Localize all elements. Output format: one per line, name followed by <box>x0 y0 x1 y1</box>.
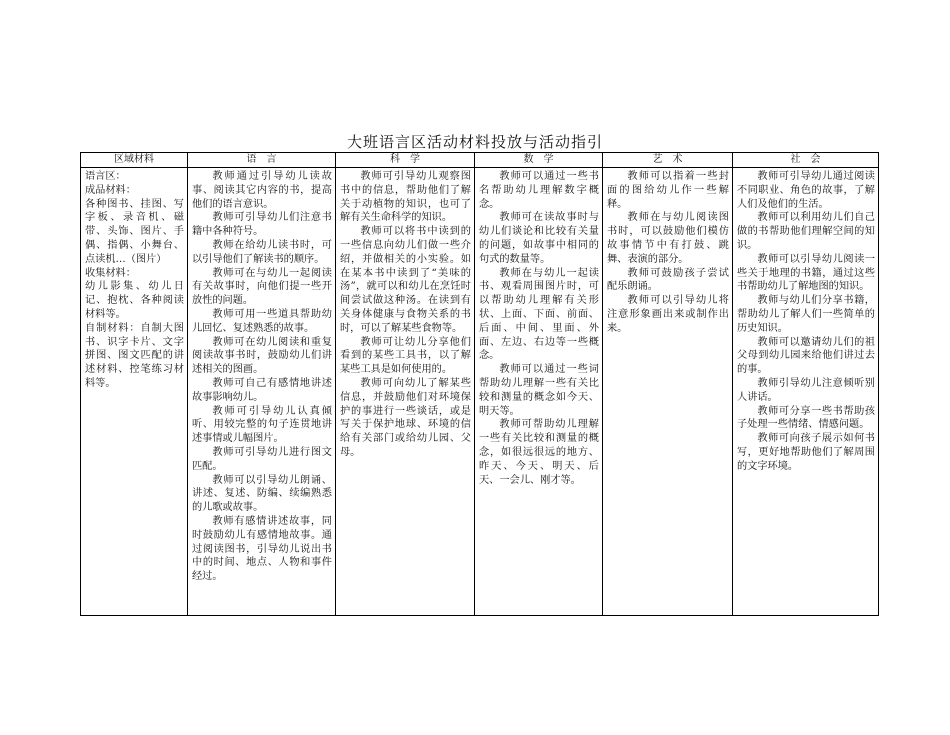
math-paragraph: 教师可以通过一些书名帮助幼儿理解数字概念。 <box>479 171 599 210</box>
art-paragraph: 教师可以引导幼儿将注意形象画出来或制作出来。 <box>607 295 729 334</box>
social-paragraph: 教师与幼儿们分享书籍，帮助幼儿了解人们一些简单的历史知识。 <box>737 295 875 334</box>
math-cell <box>475 168 603 616</box>
science-paragraph: 教师可以将书中读到的一些信息向幼儿们做一些介绍，并做相关的小实验。如在某本书中读到了“美味的汤”，就可以和幼儿在烹饪时间尝试做这种汤。在读到有关身体健康与食物关系的书时，可以了解某些食物等。 <box>340 226 471 334</box>
header-social: 社 会 <box>733 153 879 168</box>
art-paragraph: 教师可鼓励孩子尝试配乐朗诵。 <box>607 267 729 293</box>
social-paragraph: 教师可以引导幼儿阅读一些关于地理的书籍，通过这些书帮助幼儿了解地图的知识。 <box>737 253 875 293</box>
science-paragraph: 教师可向幼儿了解某些信息，并鼓励他们对环境保护的事进行一些谈话，或是写关于保护地球、环境的信给有关部门或给幼儿园、父母。 <box>340 377 471 458</box>
header-science: 科 学 <box>336 153 475 168</box>
language-paragraph: 教师可在与幼儿一起阅读有关故事时，向他们提一些开放性的问题。 <box>192 267 332 307</box>
social-cell <box>733 168 879 616</box>
social-paragraph: 教师可分享一些书帮助孩子处理一些情绪、情感问题。 <box>737 405 875 431</box>
math-paragraph: 教师可在读故事时与幼儿们谈论和比较有关量的问题，如故事中相同的句式的数量等。 <box>479 212 599 265</box>
language-paragraph: 教师可引导幼儿进行图文匹配。 <box>192 446 332 472</box>
materials-cell <box>81 168 188 616</box>
activity-table <box>80 152 879 616</box>
language-paragraph: 教师可自己有感情地讲述故事影响幼儿。 <box>192 377 332 403</box>
materials-paragraph: 语言区： <box>85 171 126 182</box>
language-paragraph: 教师可用一些道具帮助幼儿回忆、复述熟悉的故事。 <box>192 308 332 334</box>
header-math: 数 学 <box>475 153 603 168</box>
materials-paragraph: 各种图书、挂图、写字板、录音机、磁带、头饰、图片、手偶、指偶、小舞台、点读机…（图片） <box>85 198 184 265</box>
language-paragraph: 教师有感情讲述故事，同时鼓励幼儿有感情地故事。通过阅读图书，引导幼儿说出书中的时间、地点、人物和事件经过。 <box>192 515 332 583</box>
art-cell <box>603 168 733 616</box>
materials-paragraph: 自制材料：自制大图书、识字卡片、文字拼图、图文匹配的讲述材料、控笔练习材料等。 <box>85 322 184 389</box>
social-paragraph: 教师可向孩子展示如何书写，更好地帮助他们了解周围的文字环境。 <box>737 433 875 472</box>
social-paragraph: 教师引导幼儿注意倾听别人讲话。 <box>737 377 875 403</box>
math-paragraph: 教师在与幼儿一起读书、观看周围图片时，可以帮助幼儿理解有关形状、上面、下面、前面、后面、中间、里面、外面、左边、右边等一些概念。 <box>479 267 599 362</box>
language-cell <box>188 168 336 616</box>
materials-paragraph: 成品材料： <box>85 184 136 196</box>
materials-paragraph: 幼儿影集、幼儿日记、抱枕、各种阅读材料等。 <box>85 281 184 320</box>
language-paragraph: 教师可在幼儿阅读和重复阅读故事书时，鼓励幼儿们讲述相关的图画。 <box>192 336 332 376</box>
content-row <box>81 168 879 616</box>
science-cell <box>336 168 475 616</box>
social-paragraph: 教师可以邀请幼儿们的祖父母到幼儿园来给他们讲过去的事。 <box>737 336 875 376</box>
materials-paragraph: 收集材料： <box>85 267 136 279</box>
science-paragraph: 教师可让幼儿分享他们看到的某些工具书，以了解某些工具是如何使用的。 <box>340 336 471 376</box>
language-paragraph: 教师通过引导幼儿读故事、阅读其它内容的书，提高他们的语言意识。 <box>192 171 332 210</box>
art-paragraph: 教师可以指着一些封面的图给幼儿作一些解释。 <box>607 171 729 210</box>
header-materials: 区域材料 <box>81 153 188 168</box>
language-paragraph: 教师在给幼儿读书时，可以引导他们了解读书的顺序。 <box>192 239 332 265</box>
language-paragraph: 教师可以引导幼儿朗诵、讲述、复述、防编、续编熟悉的儿歌或故事。 <box>192 474 332 514</box>
language-paragraph: 教师可引导幼儿认真倾听、用较完整的句子连贯地讲述事情或儿幅图片。 <box>192 405 332 445</box>
social-paragraph: 教师可以利用幼儿们自己做的书帮助他们理解空间的知识。 <box>737 212 875 251</box>
science-paragraph: 教师可引导幼儿观察图书中的信息，帮助他们了解关于动植物的知识，也可了解有关生命科学的知识。 <box>340 171 471 224</box>
social-paragraph: 教师可引导幼儿通过阅读不同职业、角色的故事，了解人们及他们的生活。 <box>737 171 875 210</box>
page-title: 大班语言区活动材料投放与活动指引 <box>346 133 603 151</box>
header-row <box>81 153 879 168</box>
header-art: 艺 术 <box>603 153 733 168</box>
language-paragraph: 教师可引导幼儿们注意书籍中各种符号。 <box>192 212 332 238</box>
math-paragraph: 教师可帮助幼儿理解一些有关比较和测量的概念，如很远很远的地方、昨天、今天、明天、后天、一会儿、刚才等。 <box>479 419 599 486</box>
header-language: 语 言 <box>188 153 336 168</box>
math-paragraph: 教师可以通过一些词帮助幼儿理解一些有关比较和测量的概念如今天、明天等。 <box>479 364 599 417</box>
art-paragraph: 教师在与幼儿阅读图书时，可以鼓励他们模仿故事情节中有打鼓、跳舞、表演的部分。 <box>607 212 729 265</box>
